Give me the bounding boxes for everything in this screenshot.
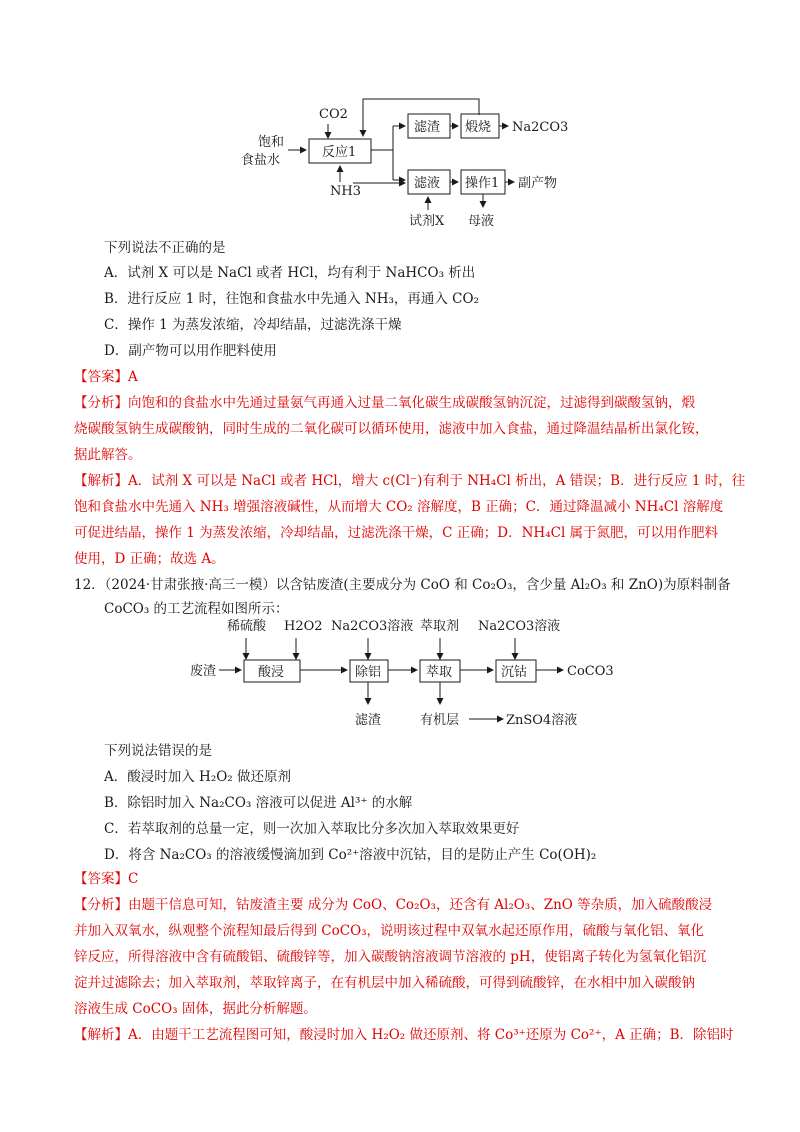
q12-dilute-acid-label: 稀硫酸 <box>227 619 267 634</box>
q12-option-c: C．若萃取剂的总量一定，则一次加入萃取比分多次加入萃取效果更好 <box>104 821 520 837</box>
q11-calcine-label: 煅烧 <box>465 120 492 135</box>
q11-explanation-line-3: 可促进结晶，操作 1 为蒸发浓缩，冷却结晶，过滤洗涤干燥，C 正确；D．NH₄Cl 属于氮肥，可以用作肥料 <box>74 525 719 541</box>
q12-analysis-line-4: 淀并过滤除去；加入萃取剂，萃取锌离子，在有机层中加入稀硫酸，可得到硫酸锌，在水相中加入碳酸钠 <box>74 975 695 991</box>
q11-na2co3-label: Na2CO3 <box>512 120 569 135</box>
q12-extract-label: 萃取 <box>426 665 453 680</box>
q12-acid-leach-label: 酸浸 <box>258 665 285 680</box>
q12-remove-al-label: 除铝 <box>355 665 382 680</box>
q12-analysis-line-5: 溶液生成 CoCO₃ 固体，据此分析解题。 <box>74 1001 317 1017</box>
q11-reaction-label: 反应1 <box>322 145 357 160</box>
q12-option-b: B．除铝时加入 Na₂CO₃ 溶液可以促进 Al³⁺ 的水解 <box>104 795 413 811</box>
q12-title-line-2: CoCO₃ 的工艺流程如图所示： <box>104 601 289 617</box>
q12-title-line-1: 12．（2024·甘肃张掖·高三一模）以含钴废渣(主要成分为 CoO 和 Co₂O₃，含少量 Al₂O₃ 和 ZnO)为原料制备 <box>74 577 731 593</box>
q11-byproduct-label: 副产物 <box>518 176 558 191</box>
q11-explanation-line-2: 饱和食盐水中先通入 NH₃ 增强溶液碱性，从而增大 CO₂ 溶解度，B 正确；C．通过降温减小 NH₄Cl 溶解度 <box>74 499 724 515</box>
q12-coco3-label: CoCO3 <box>567 664 614 679</box>
q12-precip-co-label: 沉钴 <box>501 665 528 680</box>
q11-analysis-line-3: 据此解答。 <box>74 447 142 463</box>
q11-reagent-label: 试剂X <box>409 214 445 229</box>
q12-explanation-line-1: 【解析】A．由题干工艺流程图可知，酸浸时加入 H₂O₂ 做还原剂、将 Co³⁺还原为 Co²⁺，A 正确；B．除铝时 <box>74 1027 734 1043</box>
q12-flow-diagram <box>190 618 614 728</box>
q11-operation-label: 操作1 <box>465 176 500 191</box>
q11-saturated-label-1: 饱和 <box>258 135 285 150</box>
q11-option-b: B．进行反应 1 时，往饱和食盐水中先通入 NH₃，再通入 CO₂ <box>104 291 479 307</box>
q12-analysis-line-1: 【分析】由题干信息可知，钴废渣主要 成分为 CoO、Co₂O₃，还含有 Al₂O₃、ZnO 等杂质，加入硫酸酸浸 <box>74 897 713 913</box>
q11-analysis-line-1: 【分析】向饱和的食盐水中先通过量氨气再通入过量二氧化碳生成碳酸氢钠沉淀，过滤得到碳酸氢钠，煅 <box>74 395 695 411</box>
q12-stem: 下列说法错误的是 <box>104 743 212 759</box>
q11-co2-label: CO2 <box>319 107 348 122</box>
q11-filtrate-label: 滤液 <box>414 176 441 191</box>
q11-residue-label: 滤渣 <box>414 120 441 135</box>
q11-explanation-line-4: 使用，D 正确；故选 A。 <box>74 551 225 567</box>
q11-diagram-group <box>241 99 568 229</box>
q11-saturated-label-2: 食盐水 <box>241 153 281 168</box>
q12-analysis-line-3: 锌反应，所得溶液中含有硫酸铝、硫酸锌等，加入碳酸钠溶液调节溶液的 pH，使铝离子转化为氢氧化铝沉 <box>74 949 707 965</box>
q11-option-d: D．副产物可以用作肥料使用 <box>104 343 277 359</box>
q12-h2o2-label: H2O2 <box>284 619 323 634</box>
q12-znso4-label: ZnSO4溶液 <box>506 713 578 728</box>
q12-answer: 【答案】C <box>74 871 139 887</box>
q12-na2co3-sol-1-label: Na2CO3溶液 <box>331 619 414 634</box>
q12-waste-label: 废渣 <box>190 664 217 679</box>
q12-extractant-label: 萃取剂 <box>420 619 460 634</box>
q11-answer: 【答案】A <box>74 369 138 385</box>
q11-option-c: C．操作 1 为蒸发浓缩，冷却结晶，过滤洗涤干燥 <box>104 317 402 333</box>
q11-nh3-label: NH3 <box>330 184 361 199</box>
q12-organic-label: 有机层 <box>420 713 460 728</box>
q11-option-a: A．试剂 X 可以是 NaCl 或者 HCl，均有利于 NaHCO₃ 析出 <box>104 265 476 281</box>
q11-stem: 下列说法不正确的是 <box>104 240 226 256</box>
q12-analysis-line-2: 并加入双氧水，纵观整个流程知最后得到 CoCO₃，说明该过程中双氧水起还原作用，硫酸与氧化铝、氧化 <box>74 923 705 939</box>
q12-residue-label: 滤渣 <box>355 713 382 728</box>
q11-explanation-line-1: 【解析】A．试剂 X 可以是 NaCl 或者 HCl，增大 c(Cl⁻)有利于 NH₄Cl 析出，A 错误；B．进行反应 1 时，往 <box>74 473 746 489</box>
q12-option-d: D．将含 Na₂CO₃ 的溶液缓慢滴加到 Co²⁺溶液中沉钴，目的是防止产生 Co(OH)₂ <box>104 847 597 863</box>
q11-mother-liquor-label: 母液 <box>468 214 495 229</box>
q12-na2co3-sol-2-label: Na2CO3溶液 <box>478 619 561 634</box>
q12-option-a: A．酸浸时加入 H₂O₂ 做还原剂 <box>104 769 291 785</box>
q11-analysis-line-2: 烧碳酸氢钠生成碳酸钠，同时生成的二氧化碳可以循环使用，滤液中加入食盐，通过降温结晶析出氯化铵， <box>74 421 709 437</box>
